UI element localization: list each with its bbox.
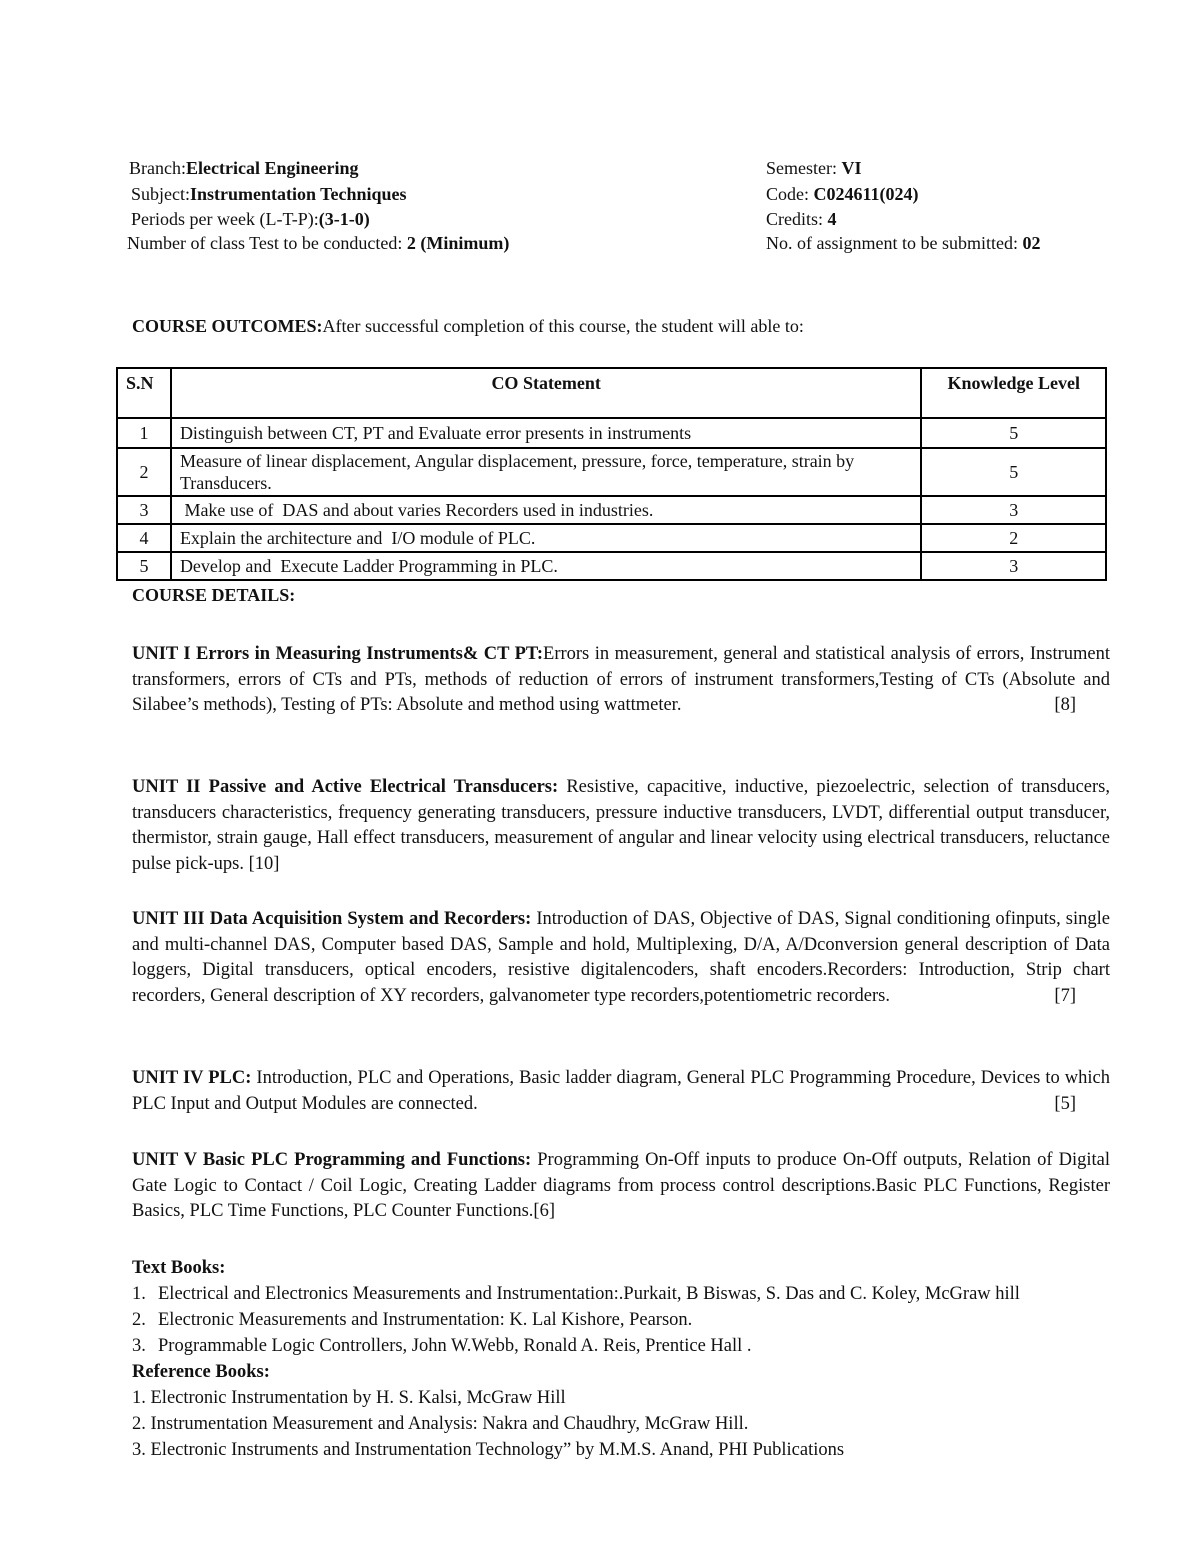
- code-line: [766, 182, 919, 206]
- list-item: [132, 1333, 1112, 1359]
- unit-hours: [8]: [1054, 695, 1076, 715]
- cell-sn: 1: [117, 418, 171, 448]
- cell-sn: 5: [117, 552, 171, 580]
- semester-line: [766, 156, 862, 180]
- cell-level: 3: [921, 496, 1106, 524]
- branch-line: [129, 156, 358, 180]
- cell-level: 5: [921, 418, 1106, 448]
- cell-statement: Make use of DAS and about varies Recorders used in industries.: [171, 496, 922, 524]
- periods-value: (3-1-0): [318, 209, 370, 229]
- cell-sn: 3: [117, 496, 171, 524]
- table-row: [117, 552, 1106, 580]
- table-row: [117, 524, 1106, 552]
- semester-value: VI: [841, 158, 862, 178]
- unit-title: UNIT IV PLC:: [132, 1068, 252, 1088]
- code-label: Code:: [766, 184, 809, 204]
- unit-1: [132, 642, 1110, 719]
- unit-body: Errors in measurement, general and statistical analysis of errors, Instrument transformers, errors of CTs and PTs, methods of reduction of errors of instrument transformers,Testing of CTs (Absolute and Silabee’s methods), Testing of PTs: Absolute and method using wattmeter.: [132, 644, 1111, 715]
- cell-sn: 2: [117, 448, 171, 496]
- code-value: C024611(024): [813, 184, 919, 204]
- cell-statement: Measure of linear displacement, Angular displacement, pressure, force, temperature, strain by Transducers.: [171, 448, 922, 496]
- item-number: 2.: [132, 1310, 146, 1330]
- item-number: 1.: [132, 1284, 146, 1304]
- unit-hours: [10]: [248, 853, 280, 874]
- unit-title: UNIT I Errors in Measuring Instruments& CT PT:: [132, 644, 544, 664]
- course-outcomes-heading: [132, 314, 804, 338]
- branch-label: Branch:: [129, 158, 186, 178]
- unit-4: [132, 1066, 1110, 1117]
- list-item: 3. Electronic Instruments and Instrumentation Technology” by M.M.S. Anand, PHI Publications: [132, 1440, 845, 1460]
- unit-3: [132, 907, 1110, 1009]
- table-row: [117, 496, 1106, 524]
- course-details-heading: COURSE DETAILS:: [132, 585, 296, 605]
- cell-statement: Develop and Execute Ladder Programming in PLC.: [171, 552, 922, 580]
- table-row: [117, 418, 1106, 448]
- unit-body: Resistive, capacitive, inductive, piezoelectric, selection of transducers, transducers characteristics, frequency generating transducers, pressure inductive transducers, LVDT, differential output transducer, thermistor, strain gauge, Hall effect transducers, measurement of angular and linear velocity using electrical transducers, reluctance pulse pick-ups.: [132, 777, 1110, 874]
- col-header-sn: S.N: [117, 368, 171, 418]
- cell-statement: Distinguish between CT, PT and Evaluate error presents in instruments: [171, 418, 922, 448]
- cell-level: 5: [921, 448, 1106, 496]
- assignment-value: 02: [1022, 233, 1041, 253]
- item-text: Electrical and Electronics Measurements and Instrumentation:.Purkait, B Biswas, S. Das and C. Koley, McGraw hill: [158, 1284, 1020, 1304]
- credits-line: [766, 207, 837, 231]
- subject-label: Subject:: [131, 184, 190, 204]
- reference-books-heading: Reference Books:: [132, 1362, 270, 1382]
- tests-label: Number of class Test to be conducted:: [127, 233, 403, 253]
- semester-label: Semester:: [766, 158, 837, 178]
- periods-label: Periods per week (L-T-P):: [131, 209, 319, 229]
- cell-level: 3: [921, 552, 1106, 580]
- periods-line: [131, 207, 370, 231]
- text-books-heading: Text Books:: [132, 1258, 226, 1278]
- unit-body: Introduction, PLC and Operations, Basic ladder diagram, General PLC Programming Procedure, Devices to which PLC Input and Output Modules are connected.: [132, 1068, 1111, 1114]
- cell-sn: 4: [117, 524, 171, 552]
- unit-hours: [7]: [1054, 985, 1076, 1006]
- table-header-row: [117, 368, 1106, 418]
- cell-statement: Explain the architecture and I/O module of PLC.: [171, 524, 922, 552]
- unit-hours: [5]: [1054, 1093, 1076, 1114]
- credits-value: 4: [827, 209, 837, 229]
- cell-level: 2: [921, 524, 1106, 552]
- branch-value: Electrical Engineering: [185, 158, 359, 178]
- unit-title: UNIT III Data Acquisition System and Recorders:: [132, 909, 532, 929]
- credits-label: Credits:: [766, 209, 823, 229]
- list-item: 1. Electronic Instrumentation by H. S. Kalsi, McGraw Hill: [132, 1388, 566, 1408]
- unit-body: Programming On-Off inputs to produce On-Off outputs, Relation of Digital Gate Logic to Contact / Coil Logic, Creating Ladder diagrams from process control descriptions.Basic PLC Functions, Register Basics, PLC Time Functions, PLC Counter Functions.: [132, 1150, 1110, 1221]
- col-header-statement: CO Statement: [171, 368, 922, 418]
- item-text: Programmable Logic Controllers, John W.Webb, Ronald A. Reis, Prentice Hall .: [158, 1336, 752, 1356]
- list-item: 2. Instrumentation Measurement and Analysis: Nakra and Chaudhry, McGraw Hill.: [132, 1414, 749, 1434]
- unit-title: UNIT II Passive and Active Electrical Transducers:: [132, 777, 559, 797]
- outcomes-intro: After successful completion of this course, the student will able to:: [322, 316, 804, 336]
- unit-5: [132, 1148, 1110, 1225]
- unit-hours: [6]: [533, 1201, 555, 1221]
- unit-body: Introduction of DAS, Objective of DAS, Signal conditioning ofinputs, single and multi-channel DAS, Computer based DAS, Sample and hold, Multiplexing, D/A, A/Dconversion general description of Data loggers, Digital transducers, optical encoders, resistive digitalencoders, shaft encoders.Recorders: Introduction, Strip chart recorders, General description of XY recorders, galvanometer type recorders,potentiometric recorders.: [132, 909, 1110, 1006]
- subject-line: [131, 182, 407, 206]
- unit-2: [132, 775, 1110, 877]
- list-item: [132, 1281, 1112, 1307]
- course-outcomes-table: [116, 367, 1107, 581]
- item-number: 3.: [132, 1336, 146, 1356]
- tests-value: 2 (Minimum): [406, 233, 510, 253]
- assignment-label: No. of assignment to be submitted:: [766, 233, 1018, 253]
- outcomes-title: COURSE OUTCOMES:: [132, 316, 323, 336]
- item-text: Electronic Measurements and Instrumentation: K. Lal Kishore, Pearson.: [158, 1310, 693, 1330]
- table-row: [117, 448, 1106, 496]
- assignment-line: [766, 231, 1040, 255]
- tests-line: [127, 231, 509, 255]
- list-item: [132, 1307, 1112, 1333]
- col-header-level: Knowledge Level: [921, 368, 1106, 418]
- subject-value: Instrumentation Techniques: [190, 184, 407, 204]
- unit-title: UNIT V Basic PLC Programming and Functions:: [132, 1150, 532, 1170]
- text-books-section: [132, 1255, 1112, 1463]
